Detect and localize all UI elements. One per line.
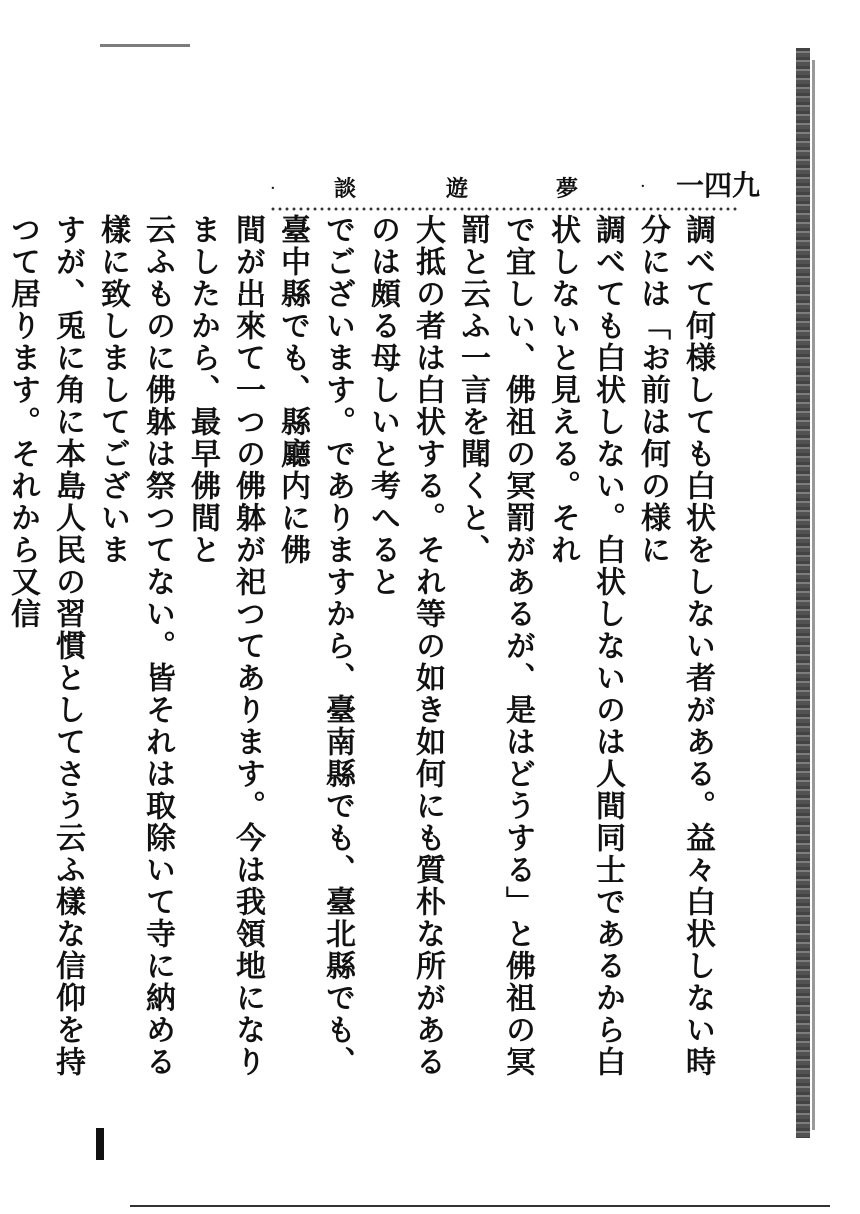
header-dot-left: ·: [270, 178, 276, 199]
scan-bottom-edge: [130, 1205, 830, 1207]
page-edge-shadow: [796, 48, 810, 1138]
text-column-8: すが、兎に角に本島人民の習慣としてさう云ふ樣な信仰を持つて居ります。それから又信: [5, 214, 85, 1078]
header-dot-right: ·: [640, 176, 646, 197]
scan-mark: [100, 44, 190, 47]
header-title-char-3: 談: [334, 176, 357, 202]
header-rule: [270, 206, 740, 212]
scan-gutter-mark: [96, 1128, 104, 1160]
vertical-body-text: [5, 214, 720, 1094]
page-edge-line: [812, 60, 815, 1130]
header-title-char-2: 遊: [446, 176, 469, 202]
text-column-2: 調べても白状しない。白状しないのは人間同士であるから白状しないと見える。それ: [545, 214, 625, 1078]
text-column-7: 云ふものに佛躰は祭つてない。皆それは取除いて寺に納める樣に致しましてございま: [95, 214, 175, 1078]
header-title-char-1: 夢: [556, 176, 579, 202]
text-column-3: で宜しい、佛祖の冥罰があるが、是はどうする」と佛祖の冥罰と云ふ一言を聞くと、: [455, 214, 535, 1078]
text-column-4: 大抵の者は白状する。それ等の如き如何にも質朴な所があるのは頗る母しいと考へると: [365, 214, 445, 1078]
text-column-6: 間が出來て一つの佛躰が祀つてあります。今は我領地になりましたから、最早佛間と: [185, 214, 265, 1078]
text-column-5: でございます。でありますから、臺南縣でも、臺北縣でも、臺中縣でも、縣廳内に佛: [275, 214, 355, 1078]
page-number: 一四九: [676, 169, 761, 202]
text-column-1: 調べて何様しても白状をしない者がある。益々白状しない時分には「お前は何の様に: [635, 214, 715, 1078]
